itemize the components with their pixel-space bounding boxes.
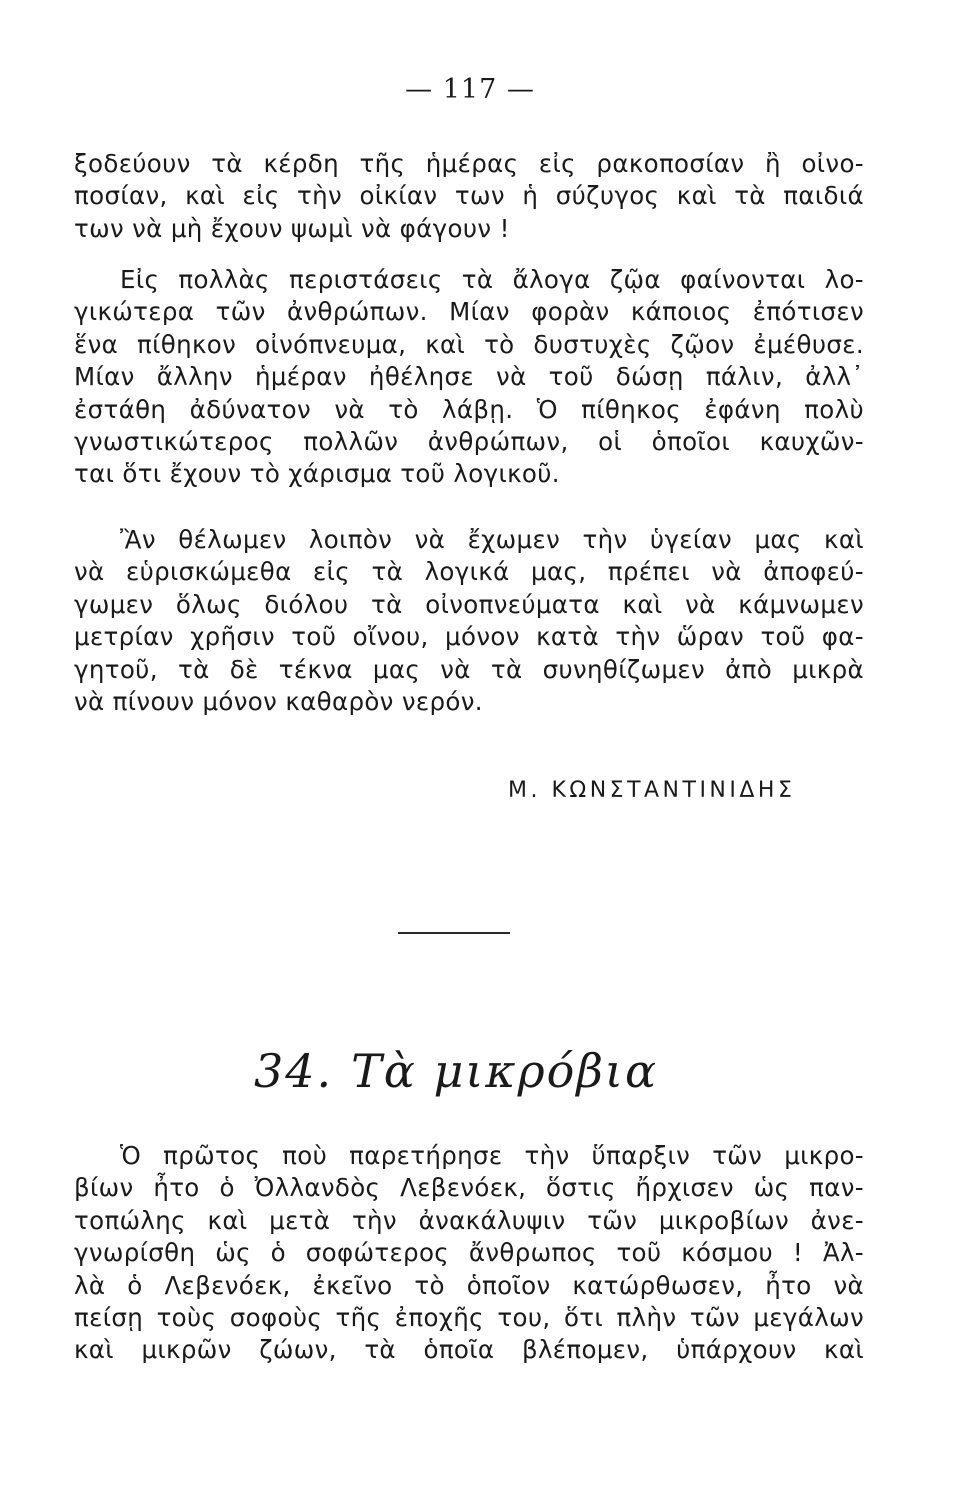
- section-divider: [398, 932, 510, 934]
- author-signature: Μ. ΚΩΝΣΤΑΝΤΙΝΙΔΗΣ: [508, 778, 796, 803]
- chapter-heading: [0, 1044, 930, 1098]
- text-line: γνωρίσθη ὡς ὁ σοφώτερος ἄνθρωπος τοῦ κόσμου ! Ἀλ-: [74, 1238, 864, 1268]
- text-line: γικώτερα τῶν ἀνθρώπων. Μίαν φορὰν κάποιος ἐπότισεν: [74, 297, 864, 327]
- text-line: βίων ἦτο ὁ Ὀλλανδὸς Λεβενόεκ, ὅστις ἤρχισεν ὡς παν-: [74, 1173, 864, 1203]
- text-line: ται ὅτι ἔχουν τὸ χάρισμα τοῦ λογικοῦ.: [74, 459, 560, 489]
- text-line: μετρίαν χρῆσιν τοῦ οἴνου, μόνον κατὰ τὴν ὥραν τοῦ φα-: [74, 622, 864, 652]
- paragraph-conclusion: [74, 524, 864, 718]
- text-line: λὰ ὁ Λεβενόεκ, ἐκεῖνο τὸ ὁποῖον κατώρθωσεν, ἦτο νὰ: [74, 1270, 864, 1300]
- text-line: γωμεν ὅλως διόλου τὰ οἰνοπνεύματα καὶ νὰ κάμνωμεν: [74, 589, 864, 619]
- text-line: Ὁ πρῶτος ποὺ παρετήρησε τὴν ὕπαρξιν τῶν μικρο-: [120, 1141, 864, 1170]
- paragraph-continuation: [74, 148, 864, 245]
- text-line: Μίαν ἄλλην ἡμέραν ἠθέλησε νὰ τοῦ δώσῃ πάλιν, ἀλλ᾽: [74, 362, 864, 392]
- chapter-title: Τὰ μικρόβια: [351, 1044, 659, 1098]
- text-line: ἕνα πίθηκον οἰνόπνευμα, καὶ τὸ δυστυχὲς ζῷον ἐμέθυσε.: [74, 329, 864, 359]
- text-line: Ἂν θέλωμεν λοιπὸν νὰ ἔχωμεν τὴν ὑγείαν μας καὶ: [120, 525, 864, 554]
- chapter-number: 34.: [253, 1044, 334, 1098]
- text-line: πείσῃ τοὺς σοφοὺς τῆς ἐποχῆς του, ὅτι πλὴν τῶν μεγάλων: [74, 1302, 864, 1332]
- page-number: — 117 —: [405, 74, 535, 105]
- text-line: των νὰ μὴ ἔχουν ψωμὶ νὰ φάγουν !: [74, 213, 510, 243]
- text-line: Εἰς πολλὰς περιστάσεις τὰ ἄλογα ζῷα φαίνονται λο-: [120, 265, 864, 294]
- text-line: γνωστικώτερος πολλῶν ἀνθρώπων, οἱ ὁποῖοι καυχῶν-: [74, 426, 864, 456]
- text-line: τοπώλης καὶ μετὰ τὴν ἀνακάλυψιν τῶν μικροβίων ἀνε-: [74, 1205, 864, 1235]
- text-line: νὰ πίνουν μόνον καθαρὸν νερόν.: [74, 686, 483, 716]
- text-line: ξοδεύουν τὰ κέρδη τῆς ἡμέρας εἰς ρακοποσίαν ἢ οἰνο-: [74, 149, 864, 178]
- paragraph-animals: [74, 264, 864, 491]
- paragraph-microbes: [74, 1140, 864, 1367]
- text-line: νὰ εὑρισκώμεθα εἰς τὰ λογικά μας, πρέπει νὰ ἀποφεύ-: [74, 557, 864, 587]
- text-line: γητοῦ, τὰ δὲ τέκνα μας νὰ τὰ συνηθίζωμεν ἀπὸ μικρὰ: [74, 654, 864, 684]
- text-line: ποσίαν, καὶ εἰς τὴν οἰκίαν των ἡ σύζυγος καὶ τὰ παιδιά: [74, 181, 864, 211]
- text-line: καὶ μικρῶν ζώων, τὰ ὁποῖα βλέπομεν, ὑπάρχουν καὶ: [74, 1335, 864, 1365]
- text-line: ἐστάθη ἀδύνατον νὰ τὸ λάβῃ. Ὁ πίθηκος ἐφάνη πολὺ: [74, 394, 864, 424]
